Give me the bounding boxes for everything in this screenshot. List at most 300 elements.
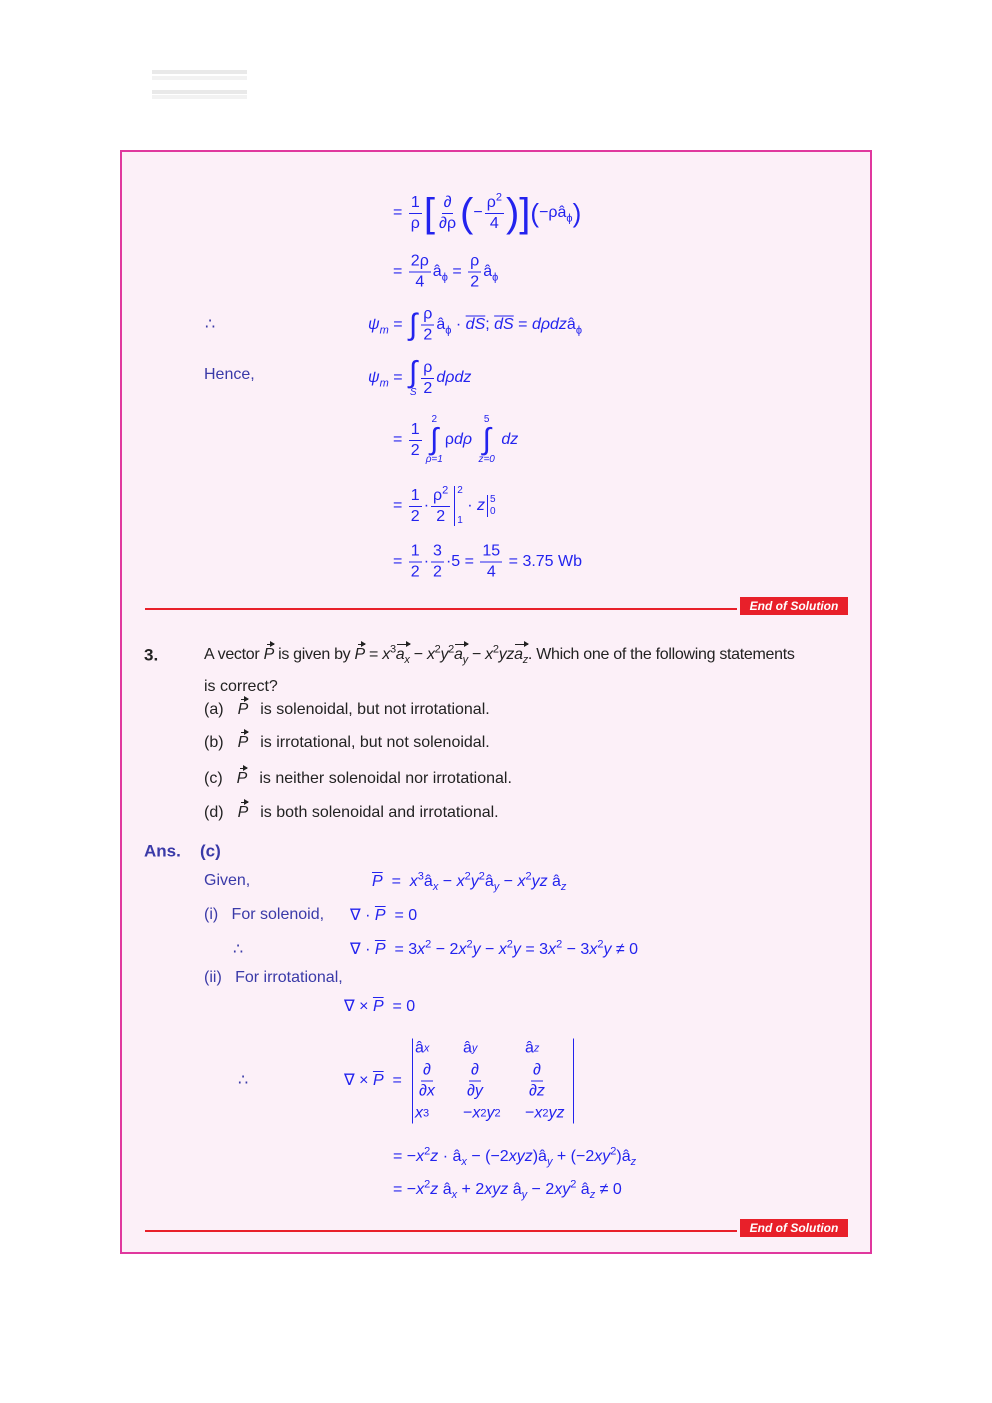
numerator — [421, 1063, 433, 1082]
math-text: − — [473, 204, 483, 222]
overlined-vector: $\overline{P}$ — [372, 998, 384, 1015]
end-of-solution-badge: End of Solution — [740, 597, 848, 615]
math-text: . Which one of the following statements — [527, 646, 795, 663]
math-variable: x — [589, 941, 598, 958]
math-text: â — [438, 1181, 452, 1198]
option-text: is irrotational, but not solenoidal. — [260, 734, 490, 751]
subscript — [561, 881, 567, 893]
fraction — [421, 307, 434, 344]
math-text: 4 — [489, 214, 499, 232]
math-line — [393, 415, 518, 465]
option-label: (d) — [204, 804, 224, 821]
determinant-cell — [463, 1106, 525, 1122]
numerator — [409, 544, 422, 563]
upper-limit: 2 — [431, 414, 438, 425]
math-text: 2 — [506, 938, 513, 951]
math-variable: x — [472, 1104, 481, 1122]
fraction — [409, 254, 431, 291]
math-text: 2 — [464, 870, 471, 883]
determinant-cell — [415, 1063, 463, 1100]
denominator — [431, 563, 444, 581]
math-text: )â — [532, 1148, 547, 1165]
integral-sign — [409, 310, 417, 340]
math-text: ∂ — [419, 1082, 427, 1100]
math-text: = — [393, 497, 407, 515]
subscript — [576, 324, 582, 336]
math-variable: xy — [594, 1148, 611, 1165]
math-text: ≠ 0 — [611, 941, 639, 958]
math-variable: ψ — [368, 316, 380, 334]
integral-sign — [426, 415, 443, 465]
option-text: is solenoidal, but not irrotational. — [260, 701, 490, 718]
denominator — [409, 441, 422, 459]
math-text: â — [525, 1039, 534, 1057]
math-text: = — [388, 369, 408, 387]
integral-sign — [478, 415, 494, 465]
option-text: is neither solenoidal nor irrotational. — [259, 770, 512, 787]
math-variable: z — [477, 497, 486, 515]
publisher-logo-watermark — [152, 68, 247, 98]
determinant-cell — [525, 1041, 573, 1057]
math-text: 2 — [442, 484, 449, 497]
numerator — [469, 1063, 481, 1082]
math-text: − (−2 — [466, 1148, 509, 1165]
bracket: ) — [505, 191, 520, 235]
math-variable: yz — [531, 873, 548, 890]
math-line — [393, 544, 582, 581]
math-text: −ρâ — [539, 204, 567, 222]
math-text: − — [467, 646, 486, 663]
bracket: ( — [530, 198, 540, 228]
vector-arrow: $a_x$ — [395, 646, 410, 667]
denominator — [468, 273, 481, 291]
fraction — [409, 422, 422, 459]
end-of-solution-rule — [145, 1230, 737, 1232]
fraction — [409, 195, 422, 232]
math-text: · — [462, 497, 478, 515]
subscript — [380, 377, 389, 389]
math-text: ρ — [410, 214, 420, 232]
curl-expansion — [393, 1145, 637, 1169]
denominator — [465, 1082, 485, 1100]
math-variable: x — [456, 873, 465, 890]
math-variable: x — [382, 646, 390, 663]
lower-limit: S — [409, 387, 417, 398]
math-line — [368, 358, 471, 398]
given-equation — [372, 870, 567, 894]
math-text: − 2 — [431, 941, 459, 958]
math-text: = — [393, 204, 407, 222]
fraction — [465, 1063, 485, 1100]
math-text: = — [447, 263, 467, 281]
math-variable: z — [533, 1042, 540, 1055]
math-text: â — [463, 1039, 472, 1057]
math-text — [472, 431, 476, 448]
denominator — [409, 563, 422, 581]
numerator — [531, 1063, 543, 1082]
fraction — [421, 360, 434, 397]
math-text: 4 — [415, 273, 425, 291]
math-text: = — [382, 873, 410, 890]
hence-label: Hence, — [204, 366, 255, 383]
bracket: ) — [572, 198, 582, 228]
math-text: ∂ — [423, 1061, 431, 1079]
math-text: ∂ — [533, 1061, 541, 1079]
math-text: 3 — [433, 542, 442, 560]
math-text: 2 — [410, 563, 420, 581]
numerator — [409, 254, 431, 273]
math-variable: yz — [548, 1104, 565, 1122]
math-text: â — [483, 263, 493, 281]
math-variable: x — [417, 941, 426, 958]
math-text: · — [451, 316, 466, 334]
math-text: · — [423, 553, 430, 571]
math-text: 2 — [410, 441, 420, 459]
math-text: ρ — [486, 193, 496, 211]
math-text: 2 — [448, 643, 454, 656]
math-variable: x — [458, 941, 467, 958]
math-variable: x — [534, 1104, 543, 1122]
math-text: − 3 — [562, 941, 590, 958]
math-variable: dρdz — [436, 369, 472, 387]
math-text: â — [432, 263, 442, 281]
math-text: â — [423, 873, 433, 890]
denominator — [434, 507, 447, 525]
math-text: = 3 — [385, 941, 418, 958]
math-variable: y — [474, 1082, 483, 1100]
overlined-vector: $\overline{P}$ — [372, 873, 383, 890]
math-variable: xy — [554, 1181, 571, 1198]
math-variable: z — [630, 1156, 637, 1169]
vector-arrow: P — [263, 646, 274, 663]
option-label: (c) — [204, 770, 223, 787]
vector-arrow: $a_y$ — [454, 646, 468, 667]
math-text: ϕ — [566, 212, 573, 225]
option-text: is both solenoidal and irrotational. — [260, 804, 499, 821]
math-text: = — [393, 263, 407, 281]
question-stem-continued: is correct? — [204, 678, 278, 695]
math-text: 2 — [556, 938, 563, 951]
numerator — [468, 254, 481, 273]
math-text: 3 — [423, 1107, 430, 1120]
math-text: 2 — [495, 191, 502, 204]
math-variable: ψ — [368, 369, 380, 387]
math-text: â — [484, 873, 494, 890]
subscript: x — [404, 654, 410, 667]
math-text: = — [393, 553, 407, 571]
math-variable: dρdz — [531, 316, 567, 334]
math-variable: x — [416, 1181, 425, 1198]
vector-symbol: P — [237, 734, 249, 751]
fraction — [527, 1063, 547, 1100]
vector-arrow: $a_z$ — [514, 646, 528, 667]
fraction — [417, 1063, 437, 1100]
denominator — [421, 326, 434, 344]
curl-condition — [344, 999, 415, 1015]
math-line — [393, 486, 496, 526]
math-variable: y — [493, 881, 500, 894]
math-variable: y — [521, 1189, 528, 1202]
determinant-cell — [463, 1063, 525, 1100]
math-text: = — [364, 646, 383, 663]
bracket: [ — [423, 191, 436, 235]
overlined-vector: $\overline{dS}$ — [465, 316, 486, 334]
math-variable: x — [548, 941, 557, 958]
math-text: ρ — [470, 252, 480, 270]
math-variable: y — [440, 646, 449, 663]
fraction — [431, 484, 450, 525]
overlined-vector: $\overline{dS}$ — [494, 316, 514, 334]
end-of-solution-badge: End of Solution — [740, 1219, 848, 1237]
evaluation-bar — [487, 495, 496, 517]
math-text: 2 — [492, 643, 499, 656]
math-text: ρ — [444, 431, 454, 449]
math-text: − 2 — [527, 1181, 555, 1198]
fraction — [409, 544, 422, 581]
math-text: 2 — [478, 870, 485, 883]
divergence-equation — [350, 938, 639, 958]
math-text: = — [513, 316, 532, 334]
math-text: 4 — [486, 563, 496, 581]
math-variable: dz — [501, 431, 519, 449]
bracket: ( — [460, 191, 474, 235]
math-variable: dρ — [453, 431, 473, 449]
option-label: (b) — [204, 734, 224, 751]
math-text: 1 — [410, 486, 420, 504]
denominator — [409, 214, 422, 232]
math-text: = 3 — [520, 941, 549, 958]
math-text: 2 — [542, 1107, 549, 1120]
math-text: − — [409, 646, 427, 663]
numerator — [485, 191, 504, 214]
math-text: 2 — [424, 1178, 431, 1191]
numerator — [421, 307, 434, 326]
denominator — [527, 1082, 547, 1100]
answer-choice: (c) — [200, 841, 221, 861]
math-text: ∇ × — [344, 1072, 373, 1089]
option-d — [204, 805, 499, 821]
irrotational-label: (ii) For irrotational, — [204, 969, 343, 986]
lower-limit: z=0 — [478, 454, 495, 465]
math-text: = — [393, 431, 407, 449]
math-text: ; — [485, 316, 495, 334]
math-variable: x — [426, 646, 435, 663]
subscript — [492, 271, 498, 283]
math-line — [393, 193, 581, 233]
math-text: = − — [393, 1181, 417, 1198]
math-text: 2 — [433, 563, 442, 581]
math-variable: x — [451, 1189, 458, 1202]
option-c — [204, 771, 512, 787]
numerator — [421, 360, 434, 379]
fraction — [431, 544, 444, 581]
vector-symbol: P — [237, 804, 249, 821]
subscript: y — [462, 654, 468, 667]
bracket: ] — [519, 191, 531, 235]
math-text: 15 — [482, 542, 501, 560]
upper-limit: 5 — [490, 494, 496, 505]
math-variable: x — [426, 1082, 435, 1100]
math-variable: z — [536, 1082, 545, 1100]
math-text: 2 — [525, 870, 532, 883]
denominator — [488, 214, 501, 232]
denominator — [409, 507, 422, 525]
math-text: = — [388, 316, 408, 334]
integral-symbol: ∫ — [430, 423, 439, 456]
math-text: ρ — [423, 358, 433, 376]
overlined-vector: $\overline{P}$ — [372, 1072, 384, 1089]
math-variable: y — [470, 873, 479, 890]
determinant-cell — [525, 1063, 573, 1100]
math-text: = 0 — [383, 998, 416, 1015]
determinant-cell — [415, 1041, 463, 1057]
math-text: 2 — [424, 1145, 431, 1158]
math-text: 2 — [423, 326, 433, 344]
math-variable: y — [471, 1042, 478, 1055]
math-text: â — [547, 873, 561, 890]
math-text: 2ρ — [410, 252, 429, 270]
given-label: Given, — [204, 872, 251, 889]
denominator — [417, 1082, 437, 1100]
math-variable: z — [589, 1189, 596, 1202]
math-text: ∂ — [529, 1082, 537, 1100]
answer-label: Ans. — [144, 841, 181, 861]
math-variable: x — [461, 1156, 467, 1169]
math-text: 3 — [417, 870, 424, 883]
superscript — [496, 191, 502, 203]
math-text: ρ — [423, 305, 433, 323]
math-text: 2 — [436, 507, 446, 525]
math-text: = 0 — [385, 907, 418, 924]
vector-symbol: P — [236, 770, 248, 787]
math-text: ϕ — [575, 324, 582, 337]
upper-limit: 5 — [483, 414, 490, 425]
math-variable: x — [517, 873, 526, 890]
math-variable: x — [409, 873, 418, 890]
math-text: ∂ — [467, 1082, 475, 1100]
solenoid-condition — [350, 908, 417, 924]
math-text: 3 — [389, 643, 396, 656]
numerator — [409, 195, 422, 214]
math-text: 2 — [470, 273, 480, 291]
math-variable: xyz — [508, 1148, 533, 1165]
lower-limit: 0 — [490, 506, 496, 517]
end-of-solution-rule — [145, 608, 737, 610]
math-text: ϕ — [445, 324, 452, 337]
determinant-cell — [415, 1106, 463, 1122]
vector-symbol: P — [237, 701, 249, 718]
math-line — [368, 307, 582, 344]
fraction — [485, 191, 504, 232]
math-text: ρ — [433, 486, 443, 504]
math-variable: y — [486, 1104, 495, 1122]
math-variable: x — [432, 881, 439, 894]
fraction — [480, 544, 502, 581]
math-text: = — [383, 1072, 402, 1089]
numerator — [431, 484, 450, 507]
lower-limit: ρ=1 — [425, 454, 443, 465]
math-text: + (−2 — [552, 1148, 595, 1165]
math-variable: xyz — [484, 1181, 509, 1198]
integral-symbol: ∫ — [482, 423, 491, 456]
therefore-symbol: ∴ — [205, 316, 216, 333]
option-b — [204, 735, 490, 751]
denominator — [413, 273, 426, 291]
integral-sign — [409, 358, 417, 398]
math-variable: m — [379, 324, 389, 337]
numerator — [431, 544, 444, 563]
math-text: · â — [438, 1148, 462, 1165]
overlined-vector: $\overline{P}$ — [374, 941, 386, 958]
math-text: − — [480, 941, 499, 958]
math-text: − — [499, 873, 518, 890]
lower-limit: 1 — [457, 515, 463, 526]
upper-limit: 2 — [457, 485, 463, 496]
math-text: − — [463, 1104, 473, 1122]
fraction — [468, 254, 481, 291]
evaluation-bar — [454, 486, 463, 526]
math-text: ≠ 0 — [595, 1181, 622, 1198]
therefore-symbol: ∴ — [238, 1072, 249, 1089]
numerator — [442, 195, 454, 214]
math-text: − — [525, 1104, 535, 1122]
determinant-cell — [463, 1041, 525, 1057]
integral-symbol: ∫ — [409, 308, 418, 341]
math-variable: y — [603, 941, 612, 958]
subscript — [380, 324, 389, 336]
math-text: 2 — [434, 643, 441, 656]
math-text: 2 — [423, 379, 433, 397]
denominator — [437, 214, 458, 232]
math-text: 2 — [425, 938, 432, 951]
math-text: ·5 = — [445, 553, 479, 571]
math-variable: y — [546, 1156, 553, 1169]
question-stem — [204, 643, 795, 667]
math-text: 1 — [410, 420, 420, 438]
superscript — [442, 484, 448, 496]
option-label: (a) — [204, 701, 224, 718]
math-variable: y — [472, 941, 481, 958]
overlined-vector: $\overline{P}$ — [374, 907, 386, 924]
math-variable: x — [415, 1104, 423, 1122]
curl-result — [393, 1178, 622, 1202]
math-variable: z — [430, 1148, 439, 1165]
math-text: 2 — [570, 1178, 577, 1191]
math-text: )â — [616, 1148, 631, 1165]
math-text: â — [576, 1181, 590, 1198]
math-text: 2 — [480, 1107, 487, 1120]
math-text: ∂ρ — [439, 214, 457, 232]
numerator — [409, 488, 422, 507]
numerator — [480, 544, 502, 563]
therefore-symbol: ∴ — [233, 941, 244, 958]
math-text: · — [423, 497, 430, 515]
math-variable: x — [498, 941, 507, 958]
math-text: is given by — [273, 646, 355, 663]
denominator — [485, 563, 498, 581]
math-text: ∇ · — [350, 907, 375, 924]
math-text: â — [566, 316, 576, 334]
math-variable: y — [512, 941, 521, 958]
option-a — [204, 702, 490, 718]
math-variable: x — [423, 1042, 430, 1055]
math-line — [393, 254, 498, 291]
math-text: ∂ — [471, 1061, 479, 1079]
math-text: 2 — [610, 1145, 617, 1158]
denominator — [421, 379, 434, 397]
math-variable: x — [485, 646, 493, 663]
math-variable: x — [416, 1148, 425, 1165]
